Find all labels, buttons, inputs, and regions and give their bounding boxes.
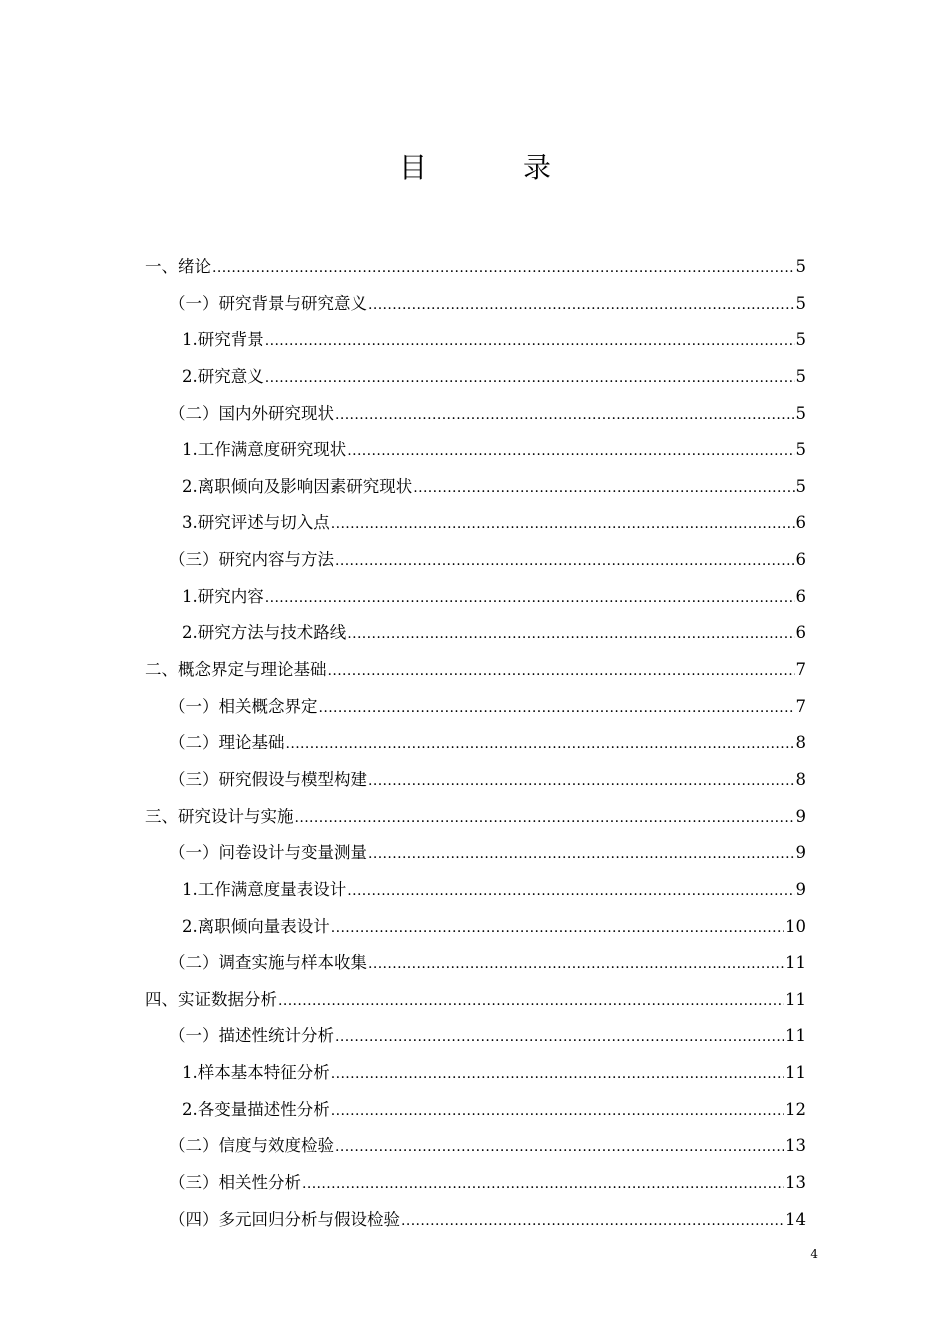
toc-entry-text: 四、实证数据分析 — [145, 989, 277, 1009]
dot-leader — [335, 543, 795, 579]
dot-leader — [368, 836, 795, 872]
toc-entry[interactable] — [145, 432, 806, 469]
dot-leader — [295, 800, 795, 836]
toc-entry-text: （一）问卷设计与变量测量 — [169, 843, 367, 863]
toc-entry-page: 11 — [785, 953, 806, 973]
toc-entry-page: 5 — [795, 476, 806, 496]
dot-leader — [347, 873, 794, 909]
toc-entry[interactable] — [145, 1165, 806, 1202]
toc-entry-text: 1.样本基本特征分析 — [182, 1063, 330, 1083]
dot-leader — [328, 653, 795, 689]
dot-leader — [331, 1093, 784, 1129]
table-of-contents — [145, 249, 806, 1238]
toc-entry[interactable] — [145, 762, 806, 799]
toc-entry[interactable] — [145, 1128, 806, 1165]
toc-entry[interactable] — [145, 652, 806, 689]
dot-leader — [212, 250, 795, 286]
toc-entry-text: （二）调查实施与样本收集 — [169, 953, 367, 973]
dot-leader — [302, 1166, 784, 1202]
toc-entry-page: 13 — [785, 1173, 806, 1193]
toc-entry-page: 9 — [795, 843, 806, 863]
toc-entry[interactable] — [145, 945, 806, 982]
dot-leader — [347, 433, 794, 469]
toc-entry-text: 一、绪论 — [145, 257, 211, 276]
toc-entry-text: （三）研究内容与方法 — [169, 550, 334, 570]
dot-leader — [368, 946, 784, 982]
toc-entry[interactable] — [145, 505, 806, 542]
page-number: 4 — [810, 1247, 818, 1261]
toc-entry-text: （二）理论基础 — [169, 733, 285, 753]
toc-entry-page: 11 — [785, 1026, 806, 1046]
dot-leader — [335, 1129, 784, 1165]
toc-entry-page: 13 — [785, 1136, 806, 1156]
toc-entry-page: 6 — [795, 623, 806, 643]
toc-entry[interactable] — [145, 322, 806, 359]
toc-entry-text: （二）信度与效度检验 — [169, 1136, 334, 1156]
toc-entry-text: （三）相关性分析 — [169, 1173, 301, 1193]
toc-entry[interactable] — [145, 615, 806, 652]
toc-entry-page: 5 — [795, 403, 806, 423]
toc-entry-page: 7 — [795, 660, 806, 680]
dot-leader — [331, 1056, 784, 1092]
dot-leader — [335, 397, 795, 433]
toc-entry[interactable] — [145, 799, 806, 836]
toc-entry-text: 1.研究内容 — [182, 586, 264, 606]
toc-entry-text: 2.各变量描述性分析 — [182, 1099, 330, 1119]
toc-entry-page: 14 — [785, 1209, 806, 1229]
toc-entry-text: （二）国内外研究现状 — [169, 403, 334, 423]
toc-entry-page: 5 — [795, 257, 806, 276]
toc-entry-text: （一）相关概念界定 — [169, 696, 318, 716]
toc-entry-page: 5 — [795, 440, 806, 460]
toc-entry-page: 8 — [795, 769, 806, 789]
toc-entry-text: 2.离职倾向及影响因素研究现状 — [182, 476, 413, 496]
dot-leader — [331, 506, 795, 542]
dot-leader — [265, 323, 795, 359]
toc-entry-page: 6 — [795, 550, 806, 570]
dot-leader — [331, 910, 784, 946]
toc-entry-text: 1.工作满意度量表设计 — [182, 879, 347, 899]
toc-entry-text: 2.研究方法与技术路线 — [182, 623, 347, 643]
dot-leader — [265, 580, 795, 616]
toc-entry[interactable] — [145, 872, 806, 909]
toc-entry-page: 8 — [795, 733, 806, 753]
toc-entry[interactable] — [145, 1202, 806, 1239]
toc-entry-text: 1.工作满意度研究现状 — [182, 440, 347, 460]
dot-leader — [319, 690, 795, 726]
toc-entry[interactable] — [145, 249, 806, 286]
toc-entry[interactable] — [145, 835, 806, 872]
toc-entry[interactable] — [145, 396, 806, 433]
toc-entry[interactable] — [145, 579, 806, 616]
toc-entry[interactable] — [145, 359, 806, 396]
toc-entry[interactable] — [145, 286, 806, 323]
page-title: 目 录 — [398, 151, 585, 184]
toc-entry-text: 二、概念界定与理论基础 — [145, 660, 327, 680]
dot-leader — [278, 983, 784, 1019]
toc-entry-page: 10 — [785, 916, 806, 936]
toc-entry-page: 6 — [795, 586, 806, 606]
toc-entry[interactable] — [145, 469, 806, 506]
toc-entry-page: 5 — [795, 293, 806, 313]
toc-entry[interactable] — [145, 689, 806, 726]
toc-entry-text: 2.离职倾向量表设计 — [182, 916, 330, 936]
toc-entry-page: 5 — [795, 366, 806, 386]
toc-entry-text: 2.研究意义 — [182, 366, 264, 386]
toc-entry[interactable] — [145, 725, 806, 762]
toc-entry-text: （一）研究背景与研究意义 — [169, 293, 367, 313]
toc-entry-text: （一）描述性统计分析 — [169, 1026, 334, 1046]
toc-entry-text: （三）研究假设与模型构建 — [169, 769, 367, 789]
dot-leader — [368, 287, 795, 323]
toc-entry[interactable] — [145, 1018, 806, 1055]
dot-leader — [286, 726, 795, 762]
toc-entry-page: 9 — [795, 806, 806, 826]
toc-entry[interactable] — [145, 542, 806, 579]
toc-entry-page: 9 — [795, 879, 806, 899]
dot-leader — [347, 616, 794, 652]
toc-entry-page: 5 — [795, 330, 806, 350]
dot-leader — [368, 763, 795, 799]
toc-entry-page: 12 — [785, 1099, 806, 1119]
toc-entry[interactable] — [145, 982, 806, 1019]
dot-leader — [413, 470, 794, 506]
dot-leader — [265, 360, 795, 396]
toc-entry-page: 11 — [785, 1063, 806, 1083]
toc-entry-text: 三、研究设计与实施 — [145, 806, 294, 826]
toc-entry[interactable] — [145, 1092, 806, 1129]
toc-entry-page: 7 — [795, 696, 806, 716]
toc-entry-text: （四）多元回归分析与假设检验 — [169, 1209, 400, 1229]
toc-entry-page: 6 — [795, 513, 806, 533]
dot-leader — [401, 1203, 784, 1239]
toc-entry-page: 11 — [785, 989, 806, 1009]
dot-leader — [335, 1019, 784, 1055]
toc-entry-text: 3.研究评述与切入点 — [182, 513, 330, 533]
toc-entry[interactable] — [145, 1055, 806, 1092]
toc-entry[interactable] — [145, 909, 806, 946]
toc-entry-text: 1.研究背景 — [182, 330, 264, 350]
